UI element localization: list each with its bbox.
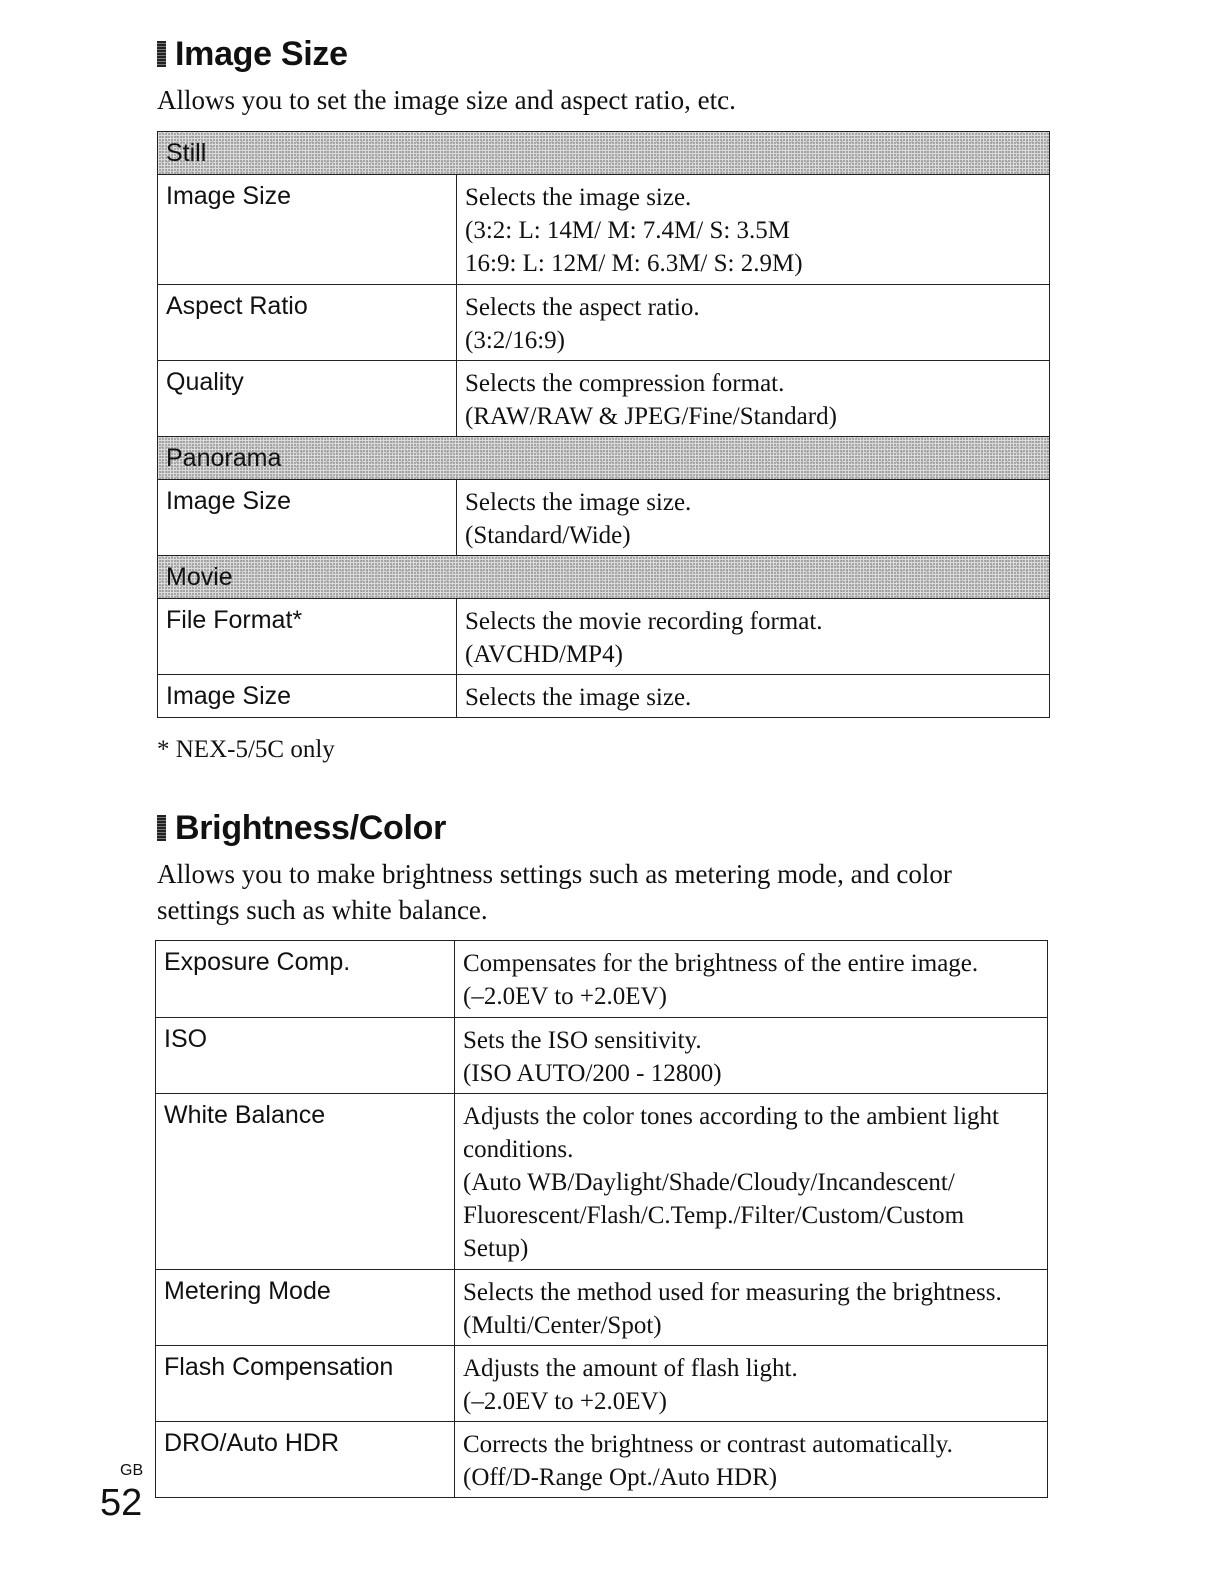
setting-name: Exposure Comp.	[156, 941, 455, 1018]
setting-description	[455, 1346, 1048, 1422]
table-row	[158, 285, 1050, 361]
setting-description	[457, 175, 1050, 285]
description-line: Sets the ISO sensitivity.	[463, 1027, 702, 1054]
description-line: conditions.	[463, 1136, 574, 1163]
category-row-still	[158, 132, 1050, 175]
table-row	[156, 1270, 1048, 1346]
description-line: (Standard/Wide)	[465, 522, 631, 549]
table-row	[156, 1094, 1048, 1270]
table-row	[158, 361, 1050, 437]
setting-name: Image Size	[158, 175, 457, 285]
table-row	[156, 1346, 1048, 1422]
image-size-title: Image Size	[175, 35, 348, 73]
description-line: (AVCHD/MP4)	[465, 641, 623, 668]
category-label: Movie	[158, 556, 1050, 599]
description-line: (RAW/RAW & JPEG/Fine/Standard)	[465, 403, 837, 430]
description-line: (3:2: L: 14M/ M: 7.4M/ S: 3.5M	[465, 217, 791, 244]
intro-line: Allows you to make brightness settings such as metering mode, and color	[157, 859, 952, 889]
table-row	[156, 941, 1048, 1018]
setting-description	[457, 285, 1050, 361]
setting-description	[455, 1018, 1048, 1094]
brightness-color-intro	[157, 856, 1057, 928]
table-row	[158, 175, 1050, 285]
table-row	[156, 1018, 1048, 1094]
brightness-color-heading	[157, 811, 446, 845]
table-row	[158, 675, 1050, 718]
description-line: (Auto WB/Daylight/Shade/Cloudy/Incandescent/	[463, 1169, 955, 1196]
description-line: (3:2/16:9)	[465, 327, 565, 354]
setting-description	[457, 675, 1050, 718]
description-line: Selects the method used for measuring the brightness.	[463, 1279, 1002, 1306]
table-row	[158, 480, 1050, 556]
setting-name: Quality	[158, 361, 457, 437]
setting-name: Aspect Ratio	[158, 285, 457, 361]
page-number: 52	[100, 1482, 143, 1524]
category-row-panorama	[158, 437, 1050, 480]
section-marker-icon	[157, 815, 166, 841]
table-row	[156, 1422, 1048, 1498]
setting-description	[455, 941, 1048, 1018]
description-line: Selects the image size.	[465, 184, 692, 211]
setting-name: ISO	[156, 1018, 455, 1094]
setting-description	[457, 599, 1050, 675]
table-row	[158, 599, 1050, 675]
description-line: Selects the compression format.	[465, 370, 785, 397]
setting-name: White Balance	[156, 1094, 455, 1270]
description-line: 16:9: L: 12M/ M: 6.3M/ S: 2.9M)	[465, 250, 803, 277]
description-line: (–2.0EV to +2.0EV)	[463, 983, 667, 1010]
category-row-movie	[158, 556, 1050, 599]
description-line: Adjusts the color tones according to the ambient light	[463, 1103, 999, 1130]
description-line: (Multi/Center/Spot)	[463, 1312, 662, 1339]
description-line: Setup)	[463, 1235, 529, 1262]
setting-name: Image Size	[158, 480, 457, 556]
setting-name: DRO/Auto HDR	[156, 1422, 455, 1498]
setting-description	[457, 361, 1050, 437]
setting-description	[457, 480, 1050, 556]
brightness-color-table	[155, 940, 1048, 1498]
description-line: Selects the movie recording format.	[465, 608, 823, 635]
setting-name: Flash Compensation	[156, 1346, 455, 1422]
description-line: Adjusts the amount of flash light.	[463, 1355, 798, 1382]
intro-line: settings such as white balance.	[157, 895, 488, 925]
setting-description	[455, 1422, 1048, 1498]
description-line: Fluorescent/Flash/C.Temp./Filter/Custom/Custom	[463, 1202, 965, 1229]
setting-name: Image Size	[158, 675, 457, 718]
description-line: Selects the image size.	[465, 489, 692, 516]
setting-name: File Format*	[158, 599, 457, 675]
description-line: (ISO AUTO/200 - 12800)	[463, 1060, 722, 1087]
description-line: Selects the aspect ratio.	[465, 294, 700, 321]
image-size-table	[157, 131, 1050, 718]
region-label: GB	[120, 1462, 144, 1479]
setting-name: Metering Mode	[156, 1270, 455, 1346]
image-size-heading	[157, 37, 348, 71]
section-marker-icon	[157, 41, 166, 67]
category-label: Still	[158, 132, 1050, 175]
footnote: * NEX-5/5C only	[157, 736, 335, 763]
description-line: (Off/D-Range Opt./Auto HDR)	[463, 1464, 778, 1491]
description-line: Compensates for the brightness of the entire image.	[463, 950, 979, 977]
setting-description	[455, 1094, 1048, 1270]
category-label: Panorama	[158, 437, 1050, 480]
setting-description	[455, 1270, 1048, 1346]
description-line: Selects the image size.	[465, 684, 692, 711]
brightness-color-title: Brightness/Color	[175, 809, 447, 847]
description-line: (–2.0EV to +2.0EV)	[463, 1388, 667, 1415]
description-line: Corrects the brightness or contrast automatically.	[463, 1431, 953, 1458]
image-size-intro: Allows you to set the image size and aspect ratio, etc.	[157, 85, 736, 115]
